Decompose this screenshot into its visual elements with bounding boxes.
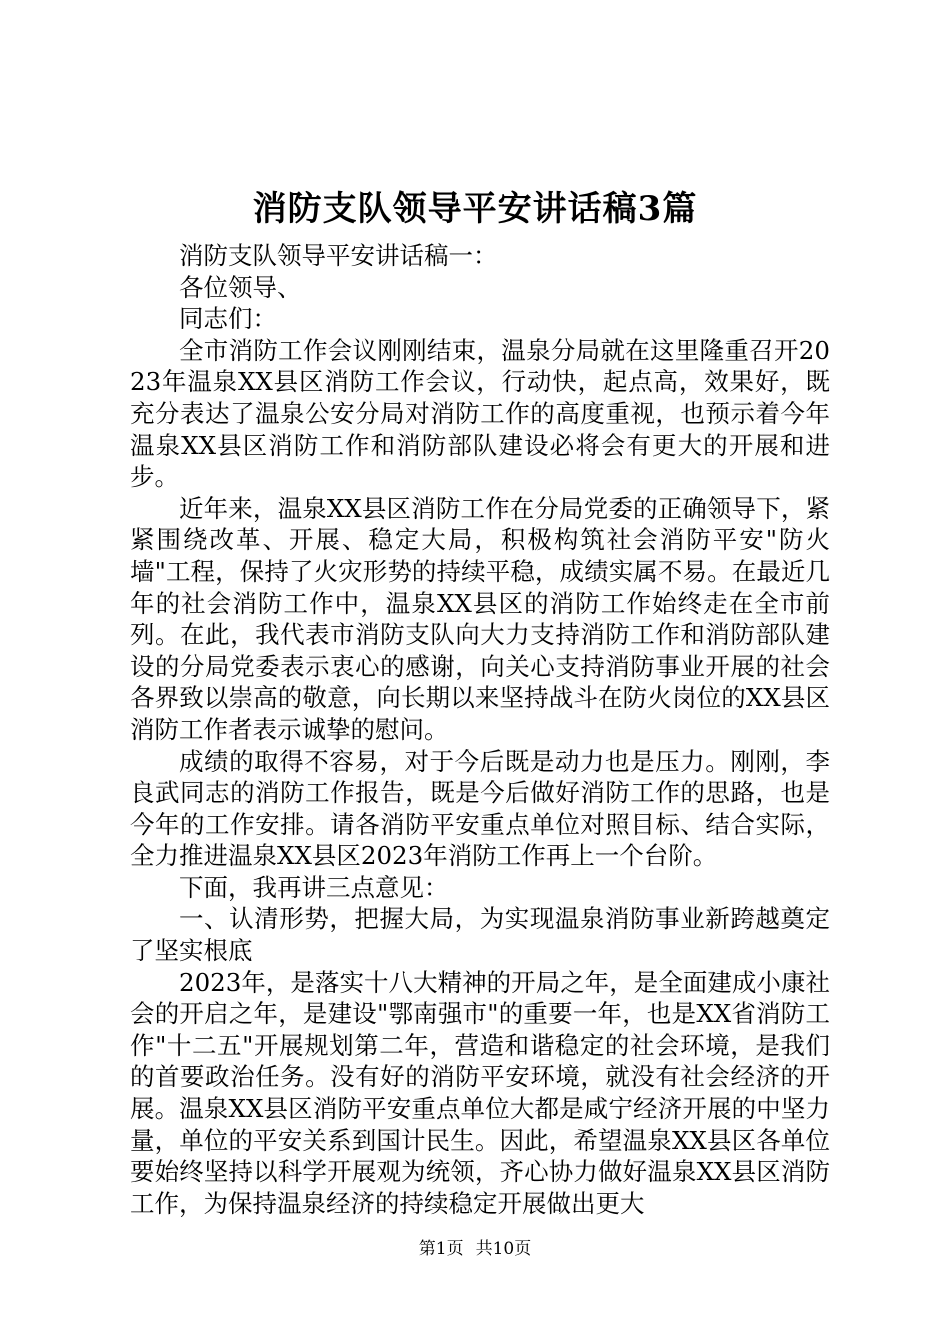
paragraph-heading: 消防支队领导平安讲话稿一： [179,241,498,270]
paragraph-salutation-1: 各位领导、 [179,272,302,302]
page-total: 共10页 [475,1239,532,1259]
paragraph-2: 近年来，温泉XX县区消防工作在分局党委的正确领导下，紧紧围绕改革、开展、稳定大局，积极构筑社会消防平安"防火墙"工程，保持了火灾形势的持续平稳，成绩实属不易。在最近几年的社会消防工作中，温泉XX县区的消防工作始终走在全市前列。在此，我代表市消防支队向大力支持消防工作和消防部队建设的分局党委表示衷心的感谢，向关心支持消防事业开展的社会各界致以崇高的敬意，向长期以来坚持战斗在防火岗位的XX县区消防工作者表示诚挚的慰问。 [130,493,830,744]
document-body [130,240,830,1219]
document-title: 消防支队领导平安讲话稿3篇 [252,189,698,229]
section-heading-1: 一、认清形势，把握大局，为实现温泉消防事业新跨越奠定了坚实根底 [130,904,830,966]
paragraph-4: 下面，我再讲三点意见： [179,872,449,902]
paragraph-3: 成绩的取得不容易，对于今后既是动力也是压力。刚刚，李良武同志的消防工作报告，既是今后做好消防工作的思路，也是今年的工作安排。请各消防平安重点单位对照目标、结合实际，全力推进温泉XX县区2023年消防工作再上一个台阶。 [130,746,830,871]
paragraph-1: 全市消防工作会议刚刚结束，温泉分局就在这里隆重召开2023年温泉XX县区消防工作会议，行动快，起点高，效果好，既充分表达了温泉公安分局对消防工作的高度重视，也预示着今年温泉XX县区消防工作和消防部队建设必将会有更大的开展和进步。 [130,335,830,492]
paragraph-salutation-2: 同志们： [179,304,277,334]
page-number: 第1页 [418,1239,464,1259]
paragraph-5: 2023年，是落实十八大精神的开局之年，是全面建成小康社会的开启之年，是建设"鄂南强市"的重要一年，也是XX省消防工作"十二五"开展规划第二年，营造和谐稳定的社会环境，是我们的首要政治任务。没有好的消防平安环境，就没有社会经济的开展。温泉XX县区消防平安重点单位大都是咸宁经济开展的中坚力量，单位的平安关系到国计民生。因此，希望温泉XX县区各单位要始终坚持以科学开展观为统领，齐心协力做好温泉XX县区消防工作，为保持温泉经济的持续稳定开展做出更大 [130,967,830,1218]
page-footer [0,1238,950,1260]
